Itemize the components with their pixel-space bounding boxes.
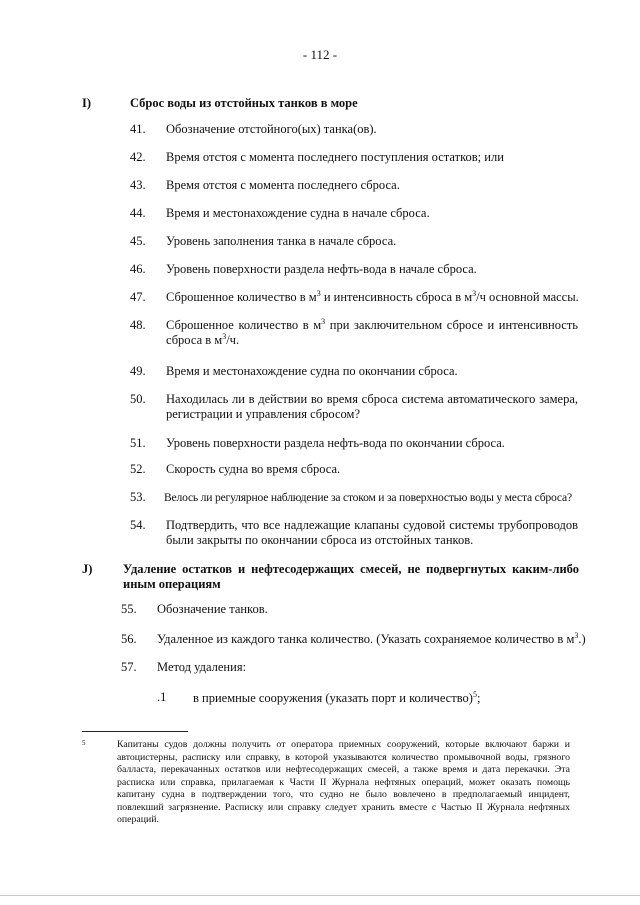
page-number: - 112 - [302,47,338,62]
item-text: Удаленное из каждого танка количество. (Указать сохраняемое количество в $м^3$.) [157,631,586,646]
sub-item-number: .1 [157,690,167,704]
footnote-mark: 5 [82,739,86,747]
item-text: Время и местонахождение судна по окончании сброса. [166,364,458,378]
item-number: 50. [130,392,146,406]
item-text: Обозначение танков. [157,602,268,616]
section-title-j: Удаление остатков и нефтесодержащих смесей, не подвергнутых каким-либо иным операциям [123,562,579,591]
item-number: 46. [130,262,146,276]
item-number: 47. [130,290,146,304]
item-text: Уровень заполнения танка в начале сброса. [166,234,397,248]
item-text: Время отстоя с момента последнего поступления остатков; или [166,150,504,164]
item-text: Сброшенное количество в $м^3$ при заключительном сбросе и интенсивность сброса в $м^3/ч$. [166,317,578,347]
item-number: 51. [130,436,146,450]
item-text: Обозначение отстойного(ых) танка(ов). [166,122,377,136]
item-text: Подтвердить, что все надлежащие клапаны судовой системы трубопроводов были закрыты по окончании сброса из отстойных танков. [166,518,578,547]
item-number: 54. [130,518,146,532]
item-text: Находилась ли в действии во время сброса система автоматического замера, регистрации и управления сбросом? [166,392,578,421]
item-number: 45. [130,234,146,248]
item-text: Уровень поверхности раздела нефть-вода по окончании сброса. [166,436,505,450]
item-text: Метод удаления: [157,660,247,674]
item-number: 43. [130,178,146,192]
sub-item-text: в приемные сооружения (указать порт и количество)$^5$; [193,690,481,705]
section-title-i: Сброс воды из отстойных танков в море [130,96,358,110]
item-text: Время отстоя с момента последнего сброса. [166,178,400,192]
item-number: 41. [130,122,146,136]
item-text: Сброшенное количество в $м^3$ и интенсивность сброса в $м^3/ч$ основной массы. [166,289,579,304]
item-text: Велось ли регулярное наблюдение за стоком и за поверхностью воды у места сброса? [164,491,572,504]
item-number: 42. [130,150,146,164]
item-number: 48. [130,318,146,332]
item-number: 53. [130,490,146,504]
item-number: 57. [121,660,137,674]
page-bottom-edge [0,895,640,896]
item-text: Время и местонахождение судна в начале сброса. [166,206,430,220]
item-number: 55. [121,602,137,616]
item-number: 52. [130,462,146,476]
section-letter-j: J) [82,562,93,576]
item-number: 56. [121,632,137,646]
item-text: Уровень поверхности раздела нефть-вода в начале сброса. [166,262,477,276]
footnote-separator [82,731,188,732]
item-number: 44. [130,206,146,220]
item-number: 49. [130,364,146,378]
footnote-text: Капитаны судов должны получить от оператора приемных сооружений, которые включают баржи и автоцистерны, расписку или справку, в которой указываются количество промывочной воды, грязного балласта, перекачанных остатков или нефтесодержащих смесей, а также время и дата перекачки. Эта расписка или справка, прилагаемая к Части II Журнала нефтяных операций, может оказать помощь капитану судна в подтверждении того, что судно не было вовлечено в предполагаемый инцидент, повлекший загрязнение. Расписку или справку следует хранить вместе с Частью II Журнала нефтяных операций. [117,739,570,825]
section-letter-i: I) [82,96,92,110]
item-text: Скорость судна во время сброса. [166,462,341,476]
